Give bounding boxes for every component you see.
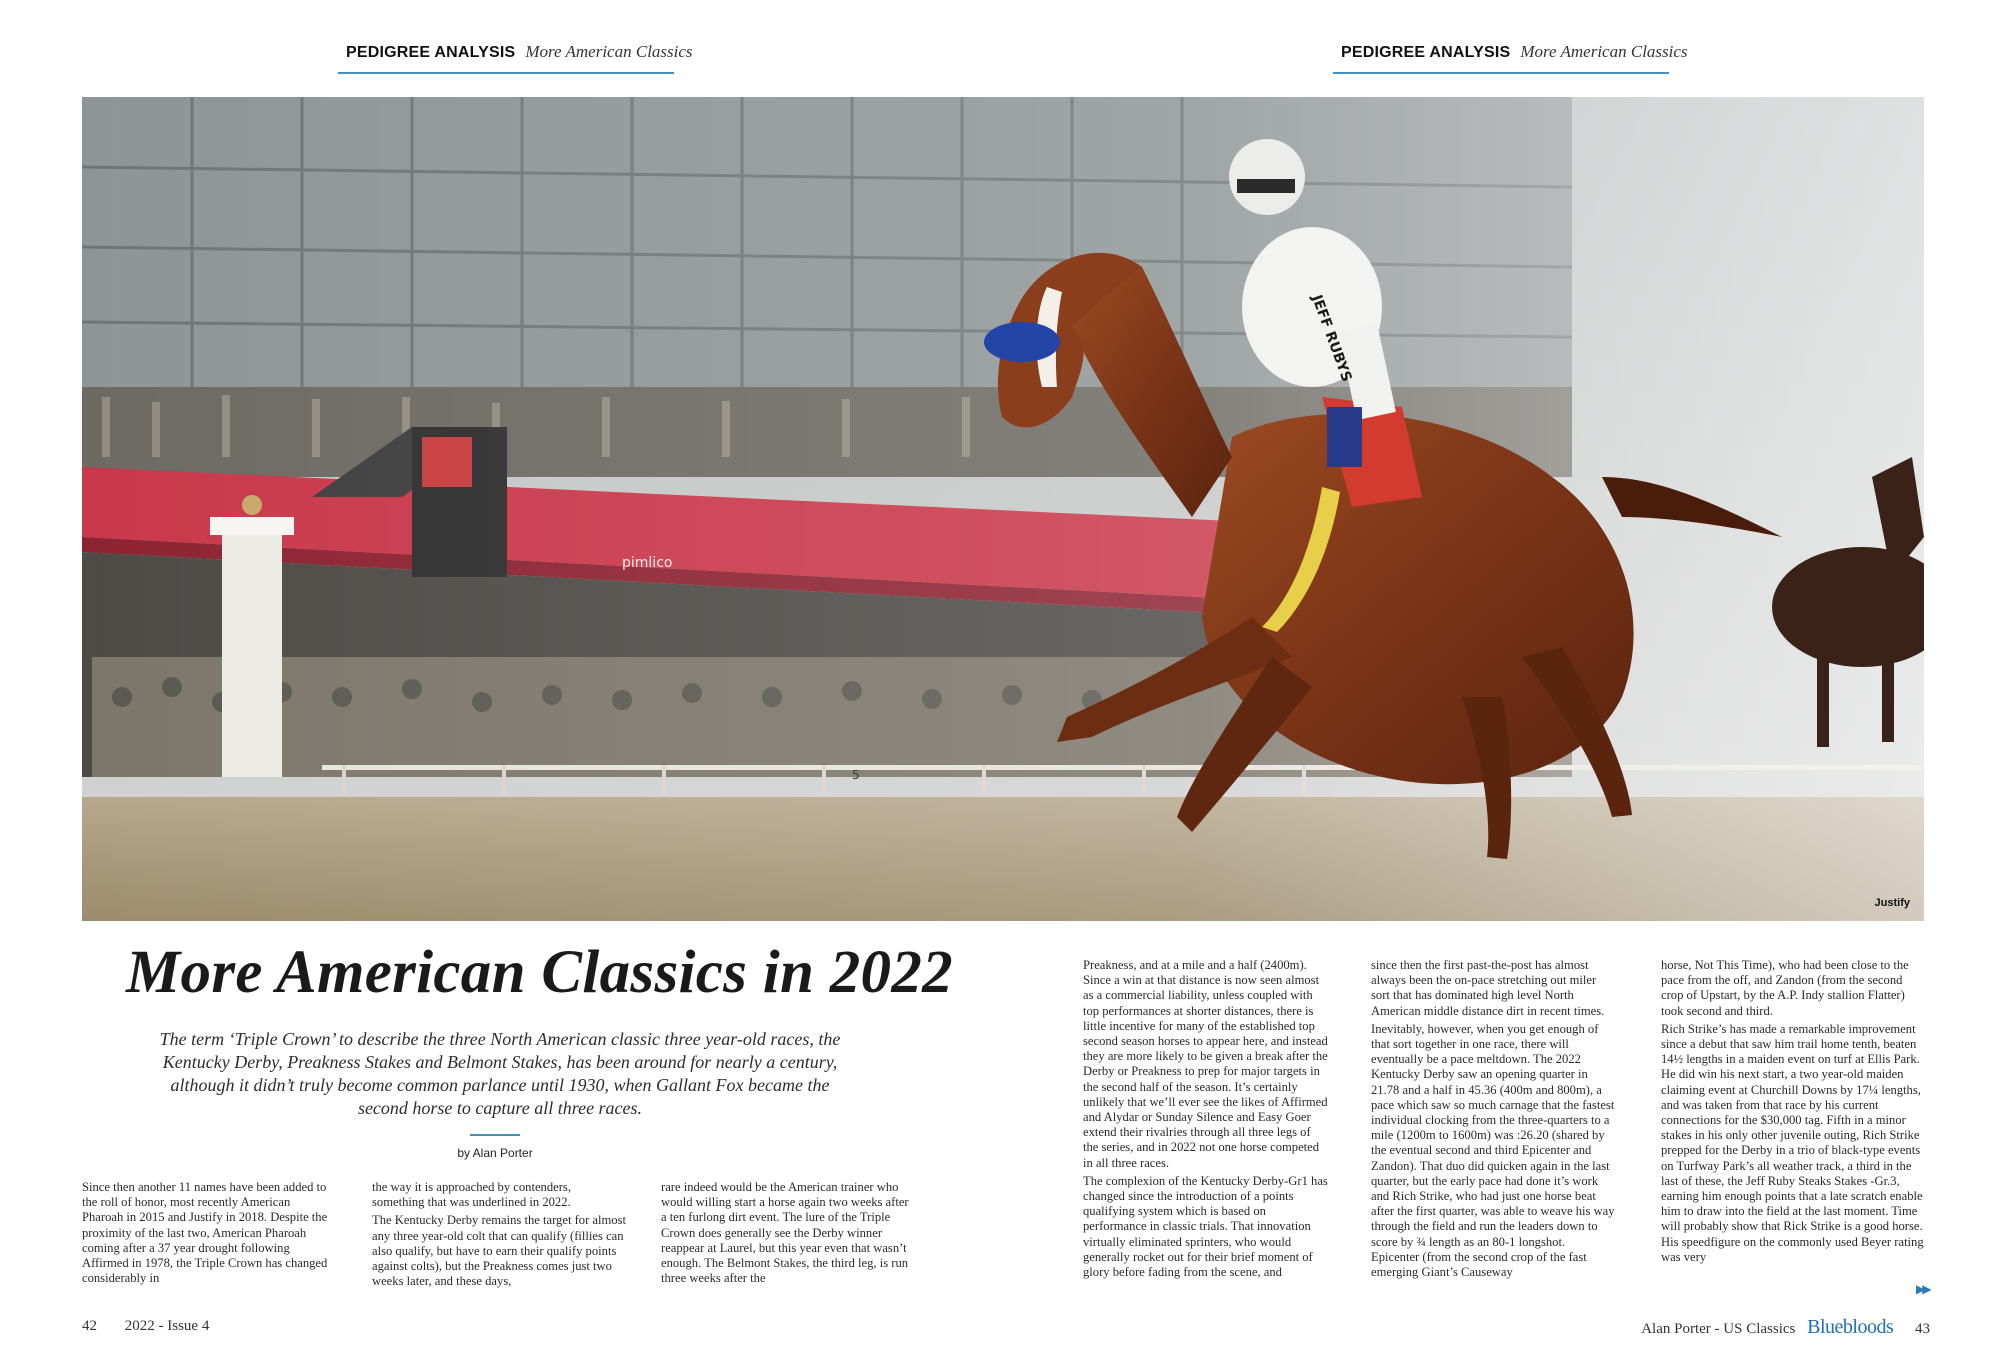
- paragraph: Inevitably, however, when you get enough of that sort together in one race, there will eventually be a pace meltdown. The 2022 Kentucky Derby saw an opening quarter in 21.78 and a half in 45.36 (400m and 800m), a pace which saw so much carnage that the fastest individual clocking from the three-quarters to a mile (1200m to 1600m) was :26.20 (shared by the eventual second and third Epicenter and Zandon). That duo did quicken again in the last quarter, but the early pace had done it’s work and Rich Strike, who had just one horse beat after the first quarter, was able to weave his way through the field and run the leaders down to score by ¾ length as an 80-1 longshot. Epicenter (from the second crop of the fast emerging Giant’s Causeway: [1371, 1021, 1615, 1280]
- paragraph: since then the first past-the-post has almost always been the on-pace stretching out miler sort that has dominated high level North American middle distance dirt in recent times.: [1371, 958, 1605, 1018]
- paragraph: The complexion of the Kentucky Derby-Gr1 has changed since the introduction of a points qualifying system which is based on performance in classic trials. That innovation virtually eliminated sprinters, who would generally rocket out for their brief moment of glory before fading from the scene, and: [1083, 1173, 1328, 1280]
- paragraph: Since then another 11 names have been added to the roll of honor, most recently American Pharoah in 2015 and Justify in 2018. Despite the proximity of the last two, American Pharoah coming after a 37 year drought following Affirmed in 1978, the Triple Crown has changed considerably in: [82, 1180, 328, 1286]
- footer-left: [82, 1318, 233, 1335]
- page-number-left: 42: [82, 1318, 97, 1334]
- paragraph: the way it is approached by contenders, something that was underlined in 2022.: [372, 1180, 571, 1210]
- footer-right: [1641, 1316, 1930, 1339]
- paragraph: Rich Strike’s has made a remarkable improvement since a debut that saw him trail home tenth, beaten 14½ lengths in a maiden event on turf at Ellis Park. He did win his next start, a two year-old maiden claiming event at Churchill Downs by 17¼ lengths, and was taken from that race by his current connections for the $30,000 tag. Fifth in a minor stakes in his only other juvenile outing, Rich Strike prepped for the Derby in a trio of black-type events on Turfway Park’s all weather track, a third in the last of these, the Jeff Ruby Steaks Stakes -Gr.3, earning him enough points that a late scratch enable him to draw into the field at the last moment. Time will probably show that Rick Strike is a good horse. His speedfigure on the commonly used Beyer rating was very: [1661, 1021, 1924, 1264]
- paragraph: Preakness, and at a mile and a half (2400m). Since a win at that distance is now seen almost as a commercial liability, unless coupled with top performances at shorter distances, there is little incentive for many of the established top second season horses to appear here, and instead they are more likely to be given a break after the Derby or Preakness to prep for major targets in the second half of the season. It’s certainly unlikely that we’ll ever see the likes of Affirmed and Alydar or Sunday Silence and Easy Goer extend their rivalries through all three legs of the series, and in 2022 not one horse competed in all three races.: [1083, 958, 1328, 1170]
- section-subtitle: More American Classics: [525, 42, 693, 61]
- standfirst: The term ‘Triple Crown’ to describe the three North American classic three year-old races, the Kentucky Derby, Preakness Stakes and Belmont Stakes, has been around for nearly a century, although it didn’t truly become common parlance until 1930, when Gallant Fox became the second horse to capture all three races.: [159, 1029, 841, 1118]
- section-subtitle: More American Classics: [1520, 42, 1688, 61]
- byline: by Alan Porter: [457, 1146, 533, 1160]
- double-arrow-right-icon: ▶▶: [1916, 1282, 1929, 1296]
- article-column-1: [82, 1180, 332, 1304]
- running-head-right: [1333, 42, 1688, 74]
- section-label: PEDIGREE ANALYSIS: [1341, 44, 1511, 61]
- running-head-left: [338, 42, 693, 74]
- article-column-6: [1661, 958, 1924, 1304]
- svg-text:JEFF RUBYS: JEFF RUBYS: [1308, 292, 1355, 384]
- race-photo-illustration: [82, 97, 1924, 921]
- hero-photo: [82, 97, 1924, 921]
- photo-caption: Justify: [1874, 897, 1910, 909]
- bluebloods-logo: Bluebloods: [1807, 1316, 1894, 1338]
- paragraph: The Kentucky Derby remains the target for almost any three year-old colt that can qualify (fillies can also qualify, but have to earn their qualify points against colts), but the Preakness comes just two weeks later, and these days,: [372, 1213, 626, 1289]
- page-number-right: 43: [1915, 1321, 1930, 1337]
- footer-credit: Alan Porter - US Classics: [1641, 1321, 1796, 1337]
- paragraph: rare indeed would be the American trainer who would willing start a horse again two weeks after a ten furlong dirt event. The lure of the Triple Crown does generally see the Derby winner reappear at Laurel, but this year even that wasn’t enough. The Belmont Stakes, the third leg, is run three weeks after the: [661, 1180, 909, 1286]
- article-column-3: [661, 1180, 917, 1304]
- article-column-4: [1083, 958, 1328, 1304]
- article-column-2: [372, 1180, 626, 1304]
- paragraph: horse, Not This Time), who had been close to the pace from the off, and Zandon (from the second crop of Upstart, by the A.P. Indy stallion Flatter) took second and third.: [1661, 958, 1909, 1018]
- issue-label: 2022 - Issue 4: [124, 1318, 210, 1334]
- headline: More American Classics in 2022: [126, 939, 953, 1006]
- byline-rule: [470, 1134, 520, 1136]
- section-label: PEDIGREE ANALYSIS: [346, 44, 516, 61]
- article-column-5: [1371, 958, 1616, 1304]
